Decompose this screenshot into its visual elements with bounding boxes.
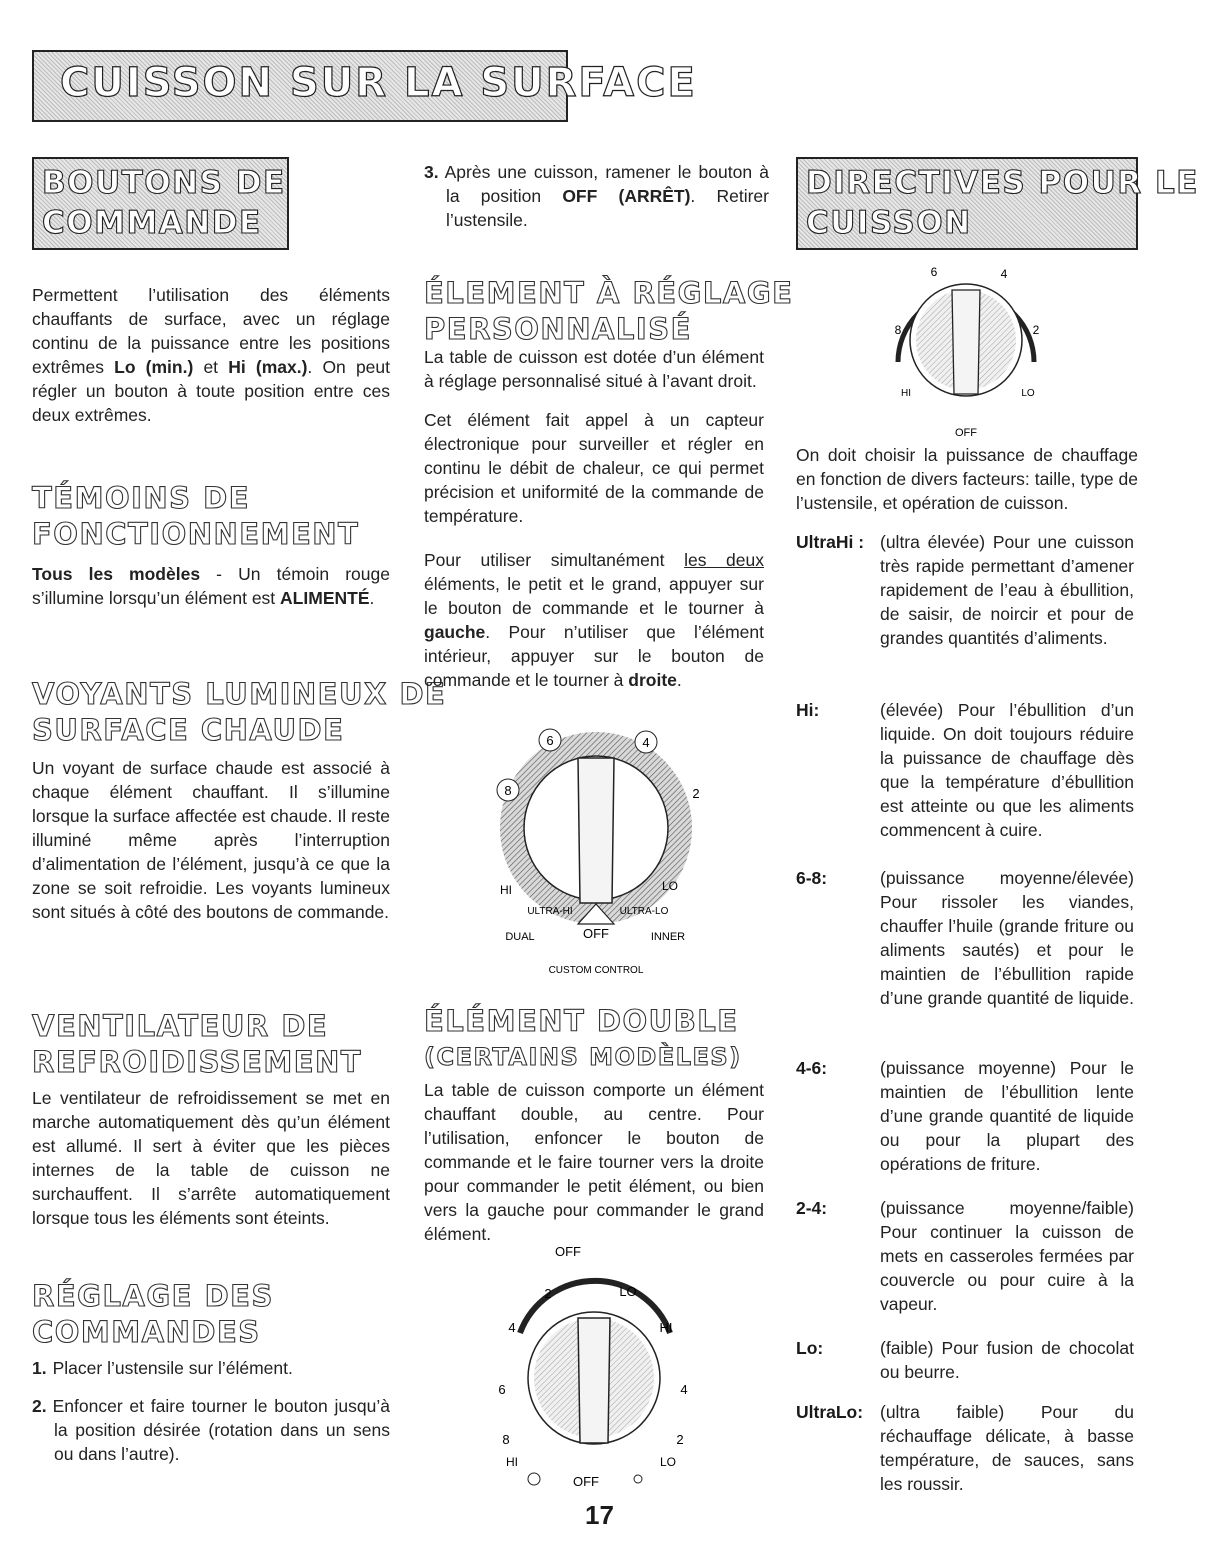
dial1-label-6: 6 — [546, 733, 554, 748]
svg-text:2: 2 — [676, 1432, 684, 1447]
dial1-label-off: OFF — [583, 926, 609, 941]
svg-text:2: 2 — [1032, 323, 1040, 337]
svg-text:4: 4 — [1000, 267, 1008, 281]
svg-text:6: 6 — [498, 1382, 506, 1397]
setting-description: (puissance moyenne/faible) Pour continuer la cuisson de mets en casseroles fermées par couvercle ou pour cuire à la vapeur. — [880, 1198, 1134, 1314]
page-title: CUISSON SUR LA SURFACE — [60, 60, 697, 106]
dual-element-dial — [490, 1238, 700, 1488]
svg-text:4: 4 — [680, 1382, 688, 1397]
ventilateur-paragraph: Le ventilateur de refroidissement se met en marche automatiquement dès qu’un élément est allumé. Il sert à éviter que les pièces internes de la table de cuisson ne surchauffent. Il s’arrête automatiquement lorsque tous les éléments sont éteints. — [32, 1088, 390, 1228]
svg-text:HI: HI — [506, 1455, 518, 1469]
svg-text:4: 4 — [508, 1320, 516, 1335]
dial1-label-dual: DUAL — [505, 931, 535, 943]
directives-heading-line2: CUISSON — [806, 205, 972, 241]
svg-text:LO: LO — [659, 1455, 677, 1469]
double-heading: ÉLÉMENT DOUBLE (CERTAINS MODÈLES) — [424, 1004, 742, 1071]
custom-control-dial — [478, 728, 718, 998]
directives-heading-line1: DIRECTIVES POUR LE — [806, 165, 1199, 201]
svg-text:8: 8 — [894, 323, 902, 337]
step-2: 2. Enfoncer et faire tourner le bouton jusqu’à la position désirée (rotation dans un sens ou dans l’autre). — [32, 1396, 390, 1464]
dial1-label-8: 8 — [504, 783, 512, 798]
ventilateur-heading: VENTILATEUR DE REFROIDISSEMENT — [32, 1009, 363, 1079]
dial1-label-ultralo: ULTRA-LO — [619, 906, 669, 917]
perso-paragraph-1: La table de cuisson est dotée d’un élément à réglage personnalisé situé à l’avant droit. — [424, 347, 764, 391]
dial1-label-inner: INNER — [650, 931, 686, 943]
step-3: 3. Après une cuisson, ramener le bouton à la position OFF (ARRÊT). Retirer l’ustensile. — [424, 162, 769, 230]
setting-description: (puissance moyenne/élevée) Pour rissoler les viandes, chauffer l’huile (grande friture ou aliments sautés) et pour le maintien de l’ébullition rapide d’une grande quantité de liquide. — [880, 868, 1134, 1008]
temoins-heading: TÉMOINS DE FONCTIONNEMENT — [32, 481, 360, 551]
svg-text:LO: LO — [1021, 388, 1035, 399]
setting-description: (ultra faible) Pour du réchauffage délicate, à basse température, de sauces, sans les roussir. — [880, 1402, 1134, 1494]
svg-text:6: 6 — [930, 265, 938, 279]
dial3-knob-grip — [952, 290, 980, 394]
dial1-label-4: 4 — [642, 735, 650, 750]
temoins-paragraph: Tous les modèles - Un témoin rouge s’illumine lorsqu’un élément est ALIMENTÉ. — [32, 564, 390, 608]
dial-knob-grip — [578, 758, 614, 903]
dial1-label-2: 2 — [692, 786, 700, 801]
page-title-banner — [32, 50, 697, 122]
setting-description: (faible) Pour fusion de chocolat ou beurre. — [880, 1338, 1134, 1382]
svg-text:8: 8 — [502, 1432, 510, 1447]
perso-paragraph-2: Cet élément fait appel à un capteur électronique pour surveiller et régler en continu le débit de chaleur, ce qui permet précision et uniformité de la commande de température. — [424, 410, 764, 526]
setting-label: 4-6: — [796, 1058, 828, 1078]
directives-intro: On doit choisir la puissance de chauffage en fonction de divers facteurs: taille, type de l’ustensile, et opération de cuisson. — [796, 445, 1138, 513]
svg-text:LO: LO — [619, 1284, 637, 1299]
boutons-paragraph: Permettent l’utilisation des éléments chauffants de surface, avec un réglage continu de la puissance entre les positions extrêmes Lo (min.) et Hi (max.). On peut régler un bouton à toute position entre ces deux extrêmes. — [32, 285, 391, 425]
boutons-heading-line1: BOUTONS DE — [42, 165, 286, 201]
svg-text:OFF: OFF — [573, 1474, 599, 1489]
setting-description: (puissance moyenne) Pour le maintien de l’ébullition lente d’une grande quantité de liquide ou pour la plupart des opérations de friture. — [880, 1058, 1134, 1174]
perso-heading: ÉLEMENT À RÉGLAGE PERSONNALISÉ — [424, 276, 794, 346]
svg-text:2: 2 — [544, 1286, 552, 1301]
setting-label: 6-8: — [796, 868, 828, 888]
voyants-paragraph: Un voyant de surface chaude est associé à chaque élément chauffant. Il s’illumine lorsque la surface affectée est chaude. Il reste illuminé même après l’interruption d’alimentation de l’élément, jusqu’à ce que la zone se soit refroidie. Les voyants lumineux sont situés à côté des boutons de commande. — [32, 758, 390, 922]
svg-text:OFF: OFF — [955, 427, 977, 439]
setting-label: 2-4: — [796, 1198, 828, 1218]
setting-label: UltraLo: — [796, 1402, 864, 1422]
double-paragraph: La table de cuisson comporte un élément chauffant double, au centre. Pour l’utilisation, enfoncer le bouton de commande et le faire tourner vers la droite pour commander le petit élément, ou bien vers la gauche pour commander le grand élément. — [424, 1080, 764, 1244]
page-number: 17 — [585, 1500, 614, 1530]
svg-text:HI: HI — [659, 1320, 673, 1335]
boutons-heading-box — [32, 157, 289, 250]
dial1-label-hi: HI — [500, 883, 512, 897]
dial1-label-lo: LO — [661, 879, 679, 893]
dial2-label-off-top: OFF — [555, 1244, 581, 1259]
perso-paragraph-3: Pour utiliser simultanément les deux éléments, le petit et le grand, appuyer sur le bouton de commande et le tourner à gauche. Pour n’utiliser que l’élément intérieur, appuyer sur le bouton de commande et le tourner à droite. — [424, 550, 764, 690]
directives-heading-box — [796, 157, 1199, 250]
setting-label: Hi: — [796, 700, 820, 720]
directives-dial — [876, 262, 1056, 442]
setting-description: (élevée) Pour l’ébullition d’un liquide. On doit toujours réduire la puissance de chauffage dès que la température d’ébullition est atteinte ou que les aliments commencent à cuire. — [880, 700, 1134, 840]
dial1-label-custom: CUSTOM CONTROL — [548, 965, 644, 976]
voyants-heading: VOYANTS LUMINEUX DE SURFACE CHAUDE — [32, 677, 447, 747]
dial2-knob-grip — [578, 1318, 610, 1443]
step-1: 1. Placer l’ustensile sur l’élément. — [32, 1358, 293, 1378]
setting-label: UltraHi : — [796, 532, 865, 552]
setting-description: (ultra élevée) Pour une cuisson très rapide permettant d’amener rapidement de l’eau à ébullition, de saisir, de noircir et pour de grandes quantités d’aliments. — [880, 532, 1134, 648]
dial1-label-ultrahi: ULTRA-HI — [527, 906, 573, 917]
setting-label: Lo: — [796, 1338, 824, 1358]
reglage-heading: RÉGLAGE DES COMMANDES — [32, 1279, 274, 1349]
boutons-heading-line2: COMMANDE — [42, 205, 262, 241]
svg-text:HI: HI — [901, 388, 911, 399]
